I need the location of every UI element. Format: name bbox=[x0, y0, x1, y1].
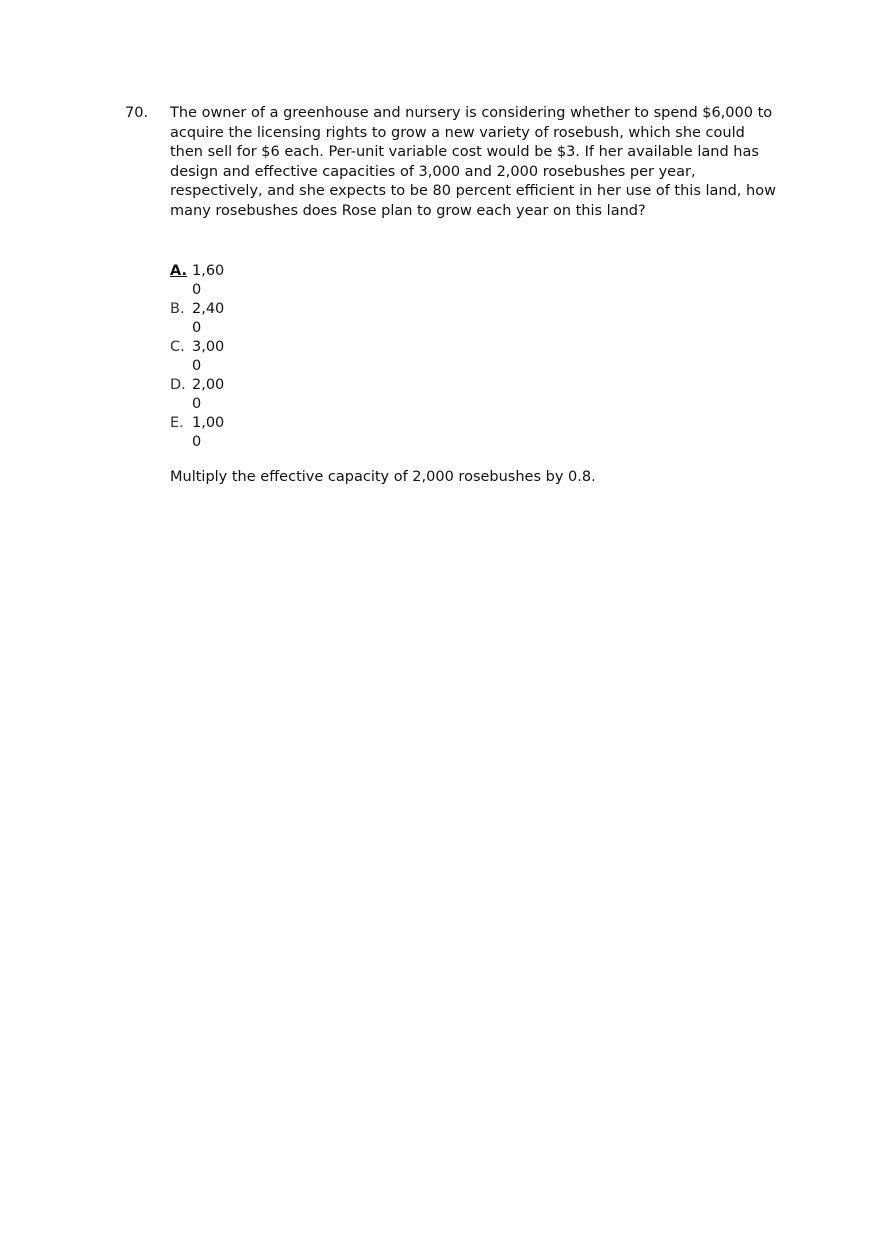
choice-letter: D. bbox=[170, 377, 186, 393]
choice-value: 3,000 bbox=[192, 339, 225, 374]
question-text: The owner of a greenhouse and nursery is considering whether to spend $6,000 to acquire the licensing rights to grow a new variety of rosebush, which she could then sell for $6 each. Per-unit variable cost would be $3. If her available land has design and effective capacities of 3,000 and 2,000 rosebushes per year, respectively, and she expects to be 80 percent efficient in her use of this land, how many rosebushes does Rose plan to grow each year on this land? bbox=[170, 105, 776, 219]
choice-value: 1,000 bbox=[192, 415, 225, 450]
choice-value: 1,600 bbox=[192, 263, 225, 298]
question-number: 70. bbox=[125, 105, 149, 121]
choice-letter: A. bbox=[170, 263, 187, 279]
choice-letter: E. bbox=[170, 415, 184, 431]
choice-letter: B. bbox=[170, 301, 185, 317]
choice-value: 2,000 bbox=[192, 377, 225, 412]
choice-value: 2,400 bbox=[192, 301, 225, 336]
answer-explanation: Multiply the effective capacity of 2,000 rosebushes by 0.8. bbox=[170, 469, 596, 485]
choice-letter: C. bbox=[170, 339, 185, 355]
